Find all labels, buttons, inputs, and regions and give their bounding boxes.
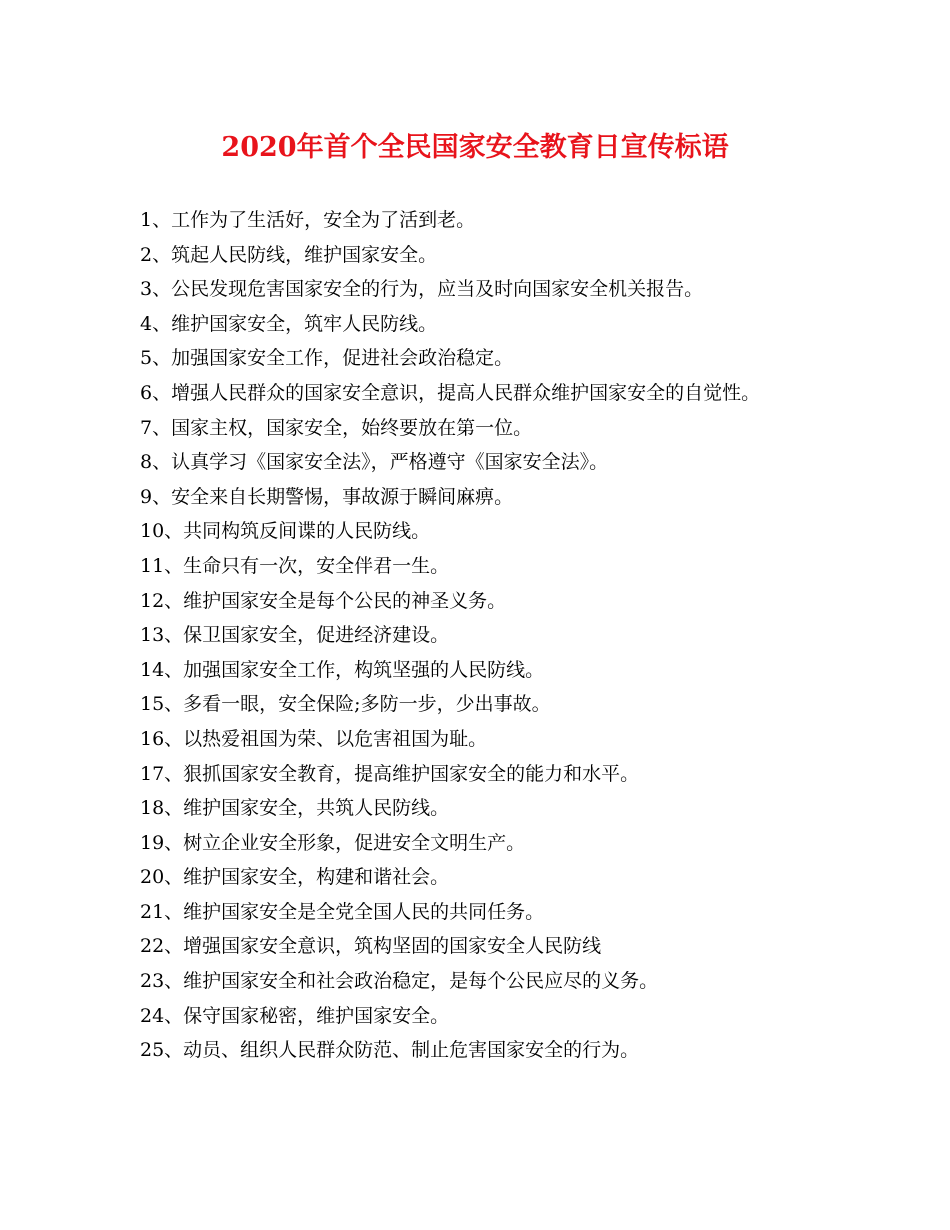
slogan-item: 6、增强人民群众的国家安全意识，提高人民群众维护国家安全的自觉性。 — [140, 381, 761, 404]
slogan-list — [140, 203, 820, 1068]
slogan-item: 23、维护国家安全和社会政治稳定，是每个公民应尽的义务。 — [140, 970, 659, 993]
slogan-item: 10、共同构筑反间谍的人民防线。 — [140, 520, 431, 543]
slogan-item: 19、树立企业安全形象，促进安全文明生产。 — [140, 831, 526, 854]
slogan-item: 12、维护国家安全是每个公民的神圣义务。 — [140, 589, 507, 612]
slogan-item: 25、动员、组织人民群众防范、制止危害国家安全的行为。 — [140, 1039, 640, 1062]
slogan-item: 8、认真学习《国家安全法》，严格遵守《国家安全法》。 — [140, 451, 609, 474]
slogan-item: 7、国家主权，国家安全，始终要放在第一位。 — [140, 416, 533, 439]
slogan-item: 9、安全来自长期警惕，事故源于瞬间麻痹。 — [140, 485, 514, 508]
slogan-item: 14、加强国家安全工作，构筑坚强的人民防线。 — [140, 658, 545, 681]
slogan-item: 21、维护国家安全是全党全国人民的共同任务。 — [140, 900, 545, 923]
slogan-item: 2、筑起人民防线，维护国家安全。 — [140, 243, 438, 266]
slogan-item: 15、多看一眼，安全保险;多防一步，少出事故。 — [140, 693, 551, 716]
slogan-item: 18、维护国家安全，共筑人民防线。 — [140, 797, 450, 820]
slogan-item: 4、维护国家安全，筑牢人民防线。 — [140, 312, 438, 335]
slogan-item: 1、工作为了生活好，安全为了活到老。 — [140, 209, 476, 231]
slogan-item: 5、加强国家安全工作，促进社会政治稳定。 — [140, 347, 514, 370]
slogan-item: 24、保守国家秘密，维护国家安全。 — [140, 1004, 450, 1027]
slogan-item: 16、以热爱祖国为荣、以危害祖国为耻。 — [140, 727, 488, 750]
document-title: 2020年首个全民国家安全教育日宣传标语 — [221, 132, 729, 163]
slogan-item: 20、维护国家安全，构建和谐社会。 — [140, 866, 450, 889]
slogan-item: 17、狠抓国家安全教育，提高维护国家安全的能力和水平。 — [140, 762, 640, 785]
slogan-item: 22、增强国家安全意识，筑构坚固的国家安全人民防线 — [140, 935, 602, 958]
slogan-item: 11、生命只有一次，安全伴君一生。 — [140, 554, 450, 577]
slogan-item: 13、保卫国家安全，促进经济建设。 — [140, 624, 450, 647]
slogan-item: 3、公民发现危害国家安全的行为，应当及时向国家安全机关报告。 — [140, 278, 704, 301]
